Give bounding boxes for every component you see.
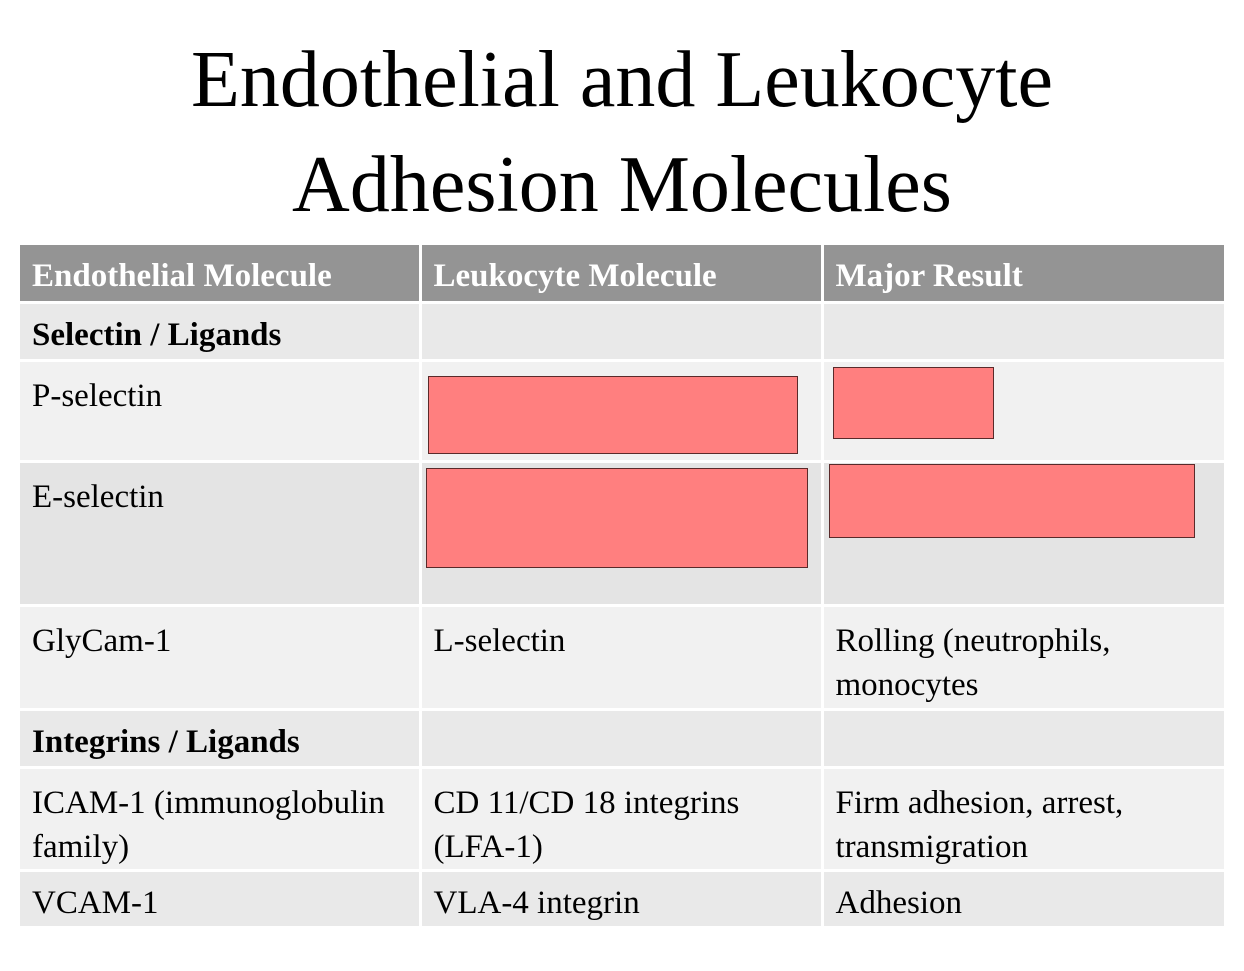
table-cell [420, 709, 822, 767]
table-cell [822, 302, 1224, 360]
leukocyte-cell: L-selectin [420, 605, 822, 709]
header-leukocyte-molecule: Leukocyte Molecule [420, 245, 822, 302]
table-row-glycam [20, 605, 1224, 709]
section-row-integrin [20, 709, 1224, 767]
redaction-box [829, 464, 1195, 538]
table-row-e-selectin [20, 461, 1224, 605]
result-cell: Adhesion [822, 870, 1224, 927]
endothelial-cell: P-selectin [20, 360, 420, 461]
endothelial-cell: ICAM-1 (immunoglobulin family) [20, 767, 420, 870]
endothelial-cell: E-selectin [20, 461, 420, 605]
result-cell [822, 360, 1224, 461]
result-cell [822, 461, 1224, 605]
table-header-row [20, 245, 1224, 302]
adhesion-molecules-table [20, 245, 1224, 929]
result-cell: Rolling (neutrophils, monocytes [822, 605, 1224, 709]
redaction-box [428, 376, 798, 454]
title-line-1: Endothelial and Leukocyte [191, 36, 1053, 124]
table-cell [822, 709, 1224, 767]
table-row-p-selectin [20, 360, 1224, 461]
leukocyte-cell [420, 461, 822, 605]
leukocyte-cell: CD 11/CD 18 integrins (LFA-1) [420, 767, 822, 870]
leukocyte-cell: VLA-4 integrin [420, 870, 822, 927]
redaction-box [426, 468, 808, 568]
section-label-selectin: Selectin / Ligands [20, 302, 420, 360]
table-cell [420, 302, 822, 360]
page-title [0, 28, 1244, 238]
title-line-2: Adhesion Molecules [292, 141, 952, 229]
table-row-icam [20, 767, 1224, 870]
header-major-result: Major Result [822, 245, 1224, 302]
header-endothelial-molecule: Endothelial Molecule [20, 245, 420, 302]
endothelial-cell: VCAM-1 [20, 870, 420, 927]
table-row-vcam [20, 870, 1224, 927]
endothelial-cell: GlyCam-1 [20, 605, 420, 709]
section-label-integrin: Integrins / Ligands [20, 709, 420, 767]
redaction-box [833, 367, 994, 439]
section-row-selectin [20, 302, 1224, 360]
leukocyte-cell [420, 360, 822, 461]
result-cell: Firm adhesion, arrest, transmigration [822, 767, 1224, 870]
